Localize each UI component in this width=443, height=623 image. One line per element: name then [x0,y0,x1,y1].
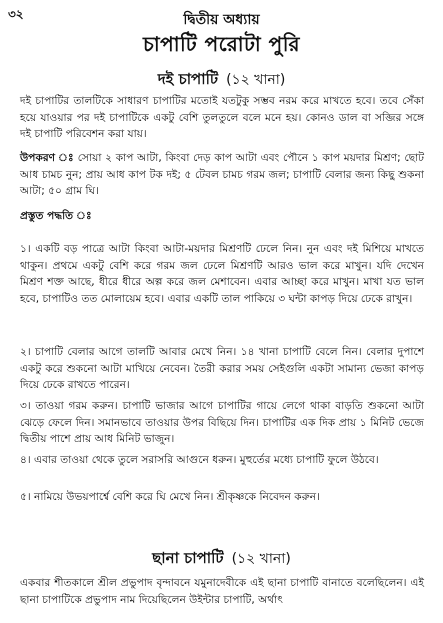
method-heading: প্রস্তুত পদ্ধতি ঃ [20,210,92,222]
page-title: চাপাটি পরোটা পুরি [143,32,300,56]
step-3: ৩। তাওয়া গরম করুন। চাপাটি ভাজার আগে চাপাটির গায়ে লেগে থাকা বাড়তি শুকনো আটা ঝেড়ে ফেলে দিন। সমানভাবে তাওয়ার উপর বিছিয়ে দিন। চাপাটির এক দিক প্রায় ১ মিনিট ভেজে দ্বিতীয় পাশে প্রায় আধ মিনিট ভাজুন। [20,400,424,446]
section-heading-doi-chapati [0,68,443,93]
page-number: ৩২ [8,7,24,21]
section-count: (১২ খানা) [226,72,286,88]
step-1: ১। একটি বড় পাত্রে আটা কিংবা আটা-ময়দার মিশ্রণটি ঢেলে নিন। নুন এবং দই মিশিয়ে মাখতে থাকুন। প্রথমে একটু বেশি করে গরম জল ঢেলে মিশ্রণটি আরও ভাল করে মাখুন। যদি দেখেন মিশ্রণ শক্ত আছে, ধীরে ধীরে অল্প করে জল মেশাবেন। এবার আচ্ছা করে মাখুন। মাখা যত ভাল হবে, চাপাটিও তত মোলায়েম হবে। এবার একটি তাল পাকিয়ে ৩ ঘন্টা কাপড় দিয়ে ঢেকে রাখুন। [20,243,424,305]
section-name: ছানা চাপাটি [152,549,224,567]
chhana-intro-paragraph: একবার শীতকালে শ্রীল প্রভুপাদ বৃন্দাবনে যমুনাদেবীকে এই ছানা চাপাটি বানাতে বলেছিলেন। এই ছানা চাপাটিকে প্রভুপাদ নাম দিয়েছিলেন উইন্টার চাপাটি, অর্থাৎ [20,577,424,606]
section-name: দই চাপাটি [157,70,219,88]
step-4: ৪। এবার তাওয়া থেকে তুলে সরাসরি আগুনে ধরুন। মুহুর্তের মধ্যে চাপাটি ফুলে উঠবে। [20,454,379,466]
ingredients-text: সোয়া ২ কাপ আটা, কিংবা দেড় কাপ আটা এবং পৌনে ১ কাপ ময়দার মিশ্রণ; ছোট আধ চামচ নুন; প্রায় আধ কাপ টক দই; ৫ টেবল চামচ গরম জল; চাপাটি বেলার জন্য কিছু শুকনা আটা; ৫০ গ্রাম ঘি। [20,152,425,198]
section-count: (১২ খানা) [231,551,291,567]
chapter-heading: দ্বিতীয় অধ্যায় [183,12,260,28]
intro-paragraph: দই চাপাটির তালটিকে সাধারণ চাপাটির মতোই যতটুকু সম্ভব নরম করে মাখতে হবে। তবে সেঁকা হয়ে যাওয়ার পর দই চাপাটিকে একটু বেশি তুলতুলে বলে মনে হয়। কোনও ডাল বা সব্জির সঙ্গে দই চাপাটি পরিবেশন করা যায়। [20,95,424,141]
ingredients-label: উপকরণ ঃ [20,152,74,164]
ingredients-paragraph [20,150,424,200]
step-5: ৫। নামিয়ে উভয়পার্শ্বে বেশি করে ঘি মেখে নিন। শ্রীকৃষ্ণকে নিবেদন করুন। [20,491,320,503]
section-heading-chhana-chapati [0,547,443,572]
step-2: ২। চাপাটি বেলার আগে তালটি আবার মেখে নিন। ১৪ খানা চাপাটি বেলে নিন। বেলার দুপাশে একটু করে শুকনো আটা মাখিয়ে নেবেন। তৈরী করার সময় সেইগুলি একটা সামান্য ভেজা কাপড় দিয়ে ঢেকে রাখতে পারেন। [20,346,424,392]
